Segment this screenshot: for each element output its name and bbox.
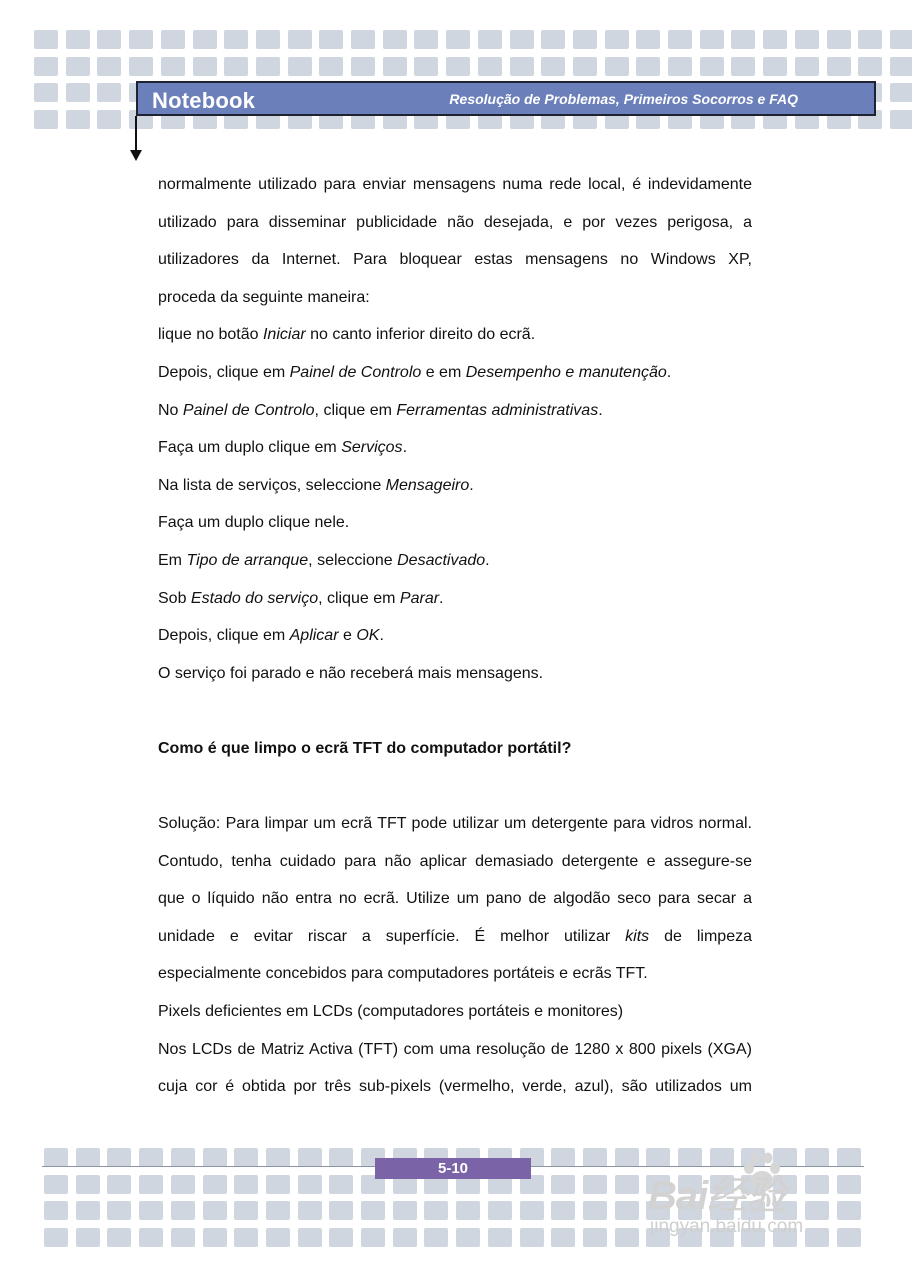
decorative-tile <box>107 1201 131 1220</box>
decorative-tile <box>605 57 629 76</box>
step-emphasis: OK <box>356 627 380 645</box>
decorative-tile <box>34 57 58 76</box>
decorative-tile <box>203 1148 227 1167</box>
decorative-tile <box>615 1148 639 1167</box>
decorative-tile <box>66 83 90 102</box>
decorative-tile <box>97 57 121 76</box>
step-emphasis: Mensageiro <box>385 476 470 494</box>
step-line <box>158 617 752 655</box>
header-arrow-line <box>135 116 137 152</box>
step-text: , clique em <box>314 401 397 419</box>
decorative-tile <box>615 1201 639 1220</box>
decorative-tile <box>288 30 312 49</box>
step-emphasis: Iniciar <box>262 326 306 344</box>
step-emphasis: Desempenho e manutenção <box>465 363 667 381</box>
decorative-tile <box>256 30 280 49</box>
decorative-tile <box>583 1201 607 1220</box>
decorative-tile <box>298 1201 322 1220</box>
step-text: Depois, clique em <box>158 363 290 381</box>
decorative-tile <box>573 30 597 49</box>
decorative-tile <box>234 1228 258 1247</box>
decorative-tile <box>76 1228 100 1247</box>
decorative-tile <box>510 57 534 76</box>
paragraph-emphasis: kits <box>625 927 650 945</box>
decorative-tile <box>298 1175 322 1194</box>
decorative-tile <box>668 57 692 76</box>
decorative-tile <box>424 1228 448 1247</box>
step-line <box>158 504 752 542</box>
decorative-tile <box>44 1148 68 1167</box>
decorative-tile <box>266 1228 290 1247</box>
decorative-tile <box>224 30 248 49</box>
decorative-tile <box>541 57 565 76</box>
decorative-tile <box>763 57 787 76</box>
step-emphasis: Painel de Controlo <box>182 401 315 419</box>
decorative-tile <box>636 57 660 76</box>
decorative-tile <box>446 30 470 49</box>
decorative-tile <box>456 1228 480 1247</box>
decorative-tile <box>583 1175 607 1194</box>
decorative-tile <box>827 30 851 49</box>
paragraph-line: Contudo, tenha cuidado para não aplicar demasiado detergente e assegure-se <box>158 852 752 870</box>
header-bar <box>136 81 876 116</box>
decorative-tile <box>139 1228 163 1247</box>
spacer <box>158 692 752 730</box>
decorative-tile <box>234 1201 258 1220</box>
decorative-tile <box>256 57 280 76</box>
paragraph-line: Pixels deficientes em LCDs (computadores portáteis e monitores) <box>158 1003 624 1021</box>
step-text: Em <box>158 551 187 569</box>
spacer <box>158 768 752 806</box>
step-emphasis: Aplicar <box>289 627 339 645</box>
paragraph-line: normalmente utilizado para enviar mensagens numa rede local, é indevidamente <box>158 176 752 193</box>
step-line <box>158 542 752 580</box>
decorative-tile <box>700 57 724 76</box>
decorative-tile <box>520 1228 544 1247</box>
decorative-tile <box>139 1175 163 1194</box>
decorative-tile <box>76 1201 100 1220</box>
paragraph-line: que o líquido não entra no ecrã. Utilize um pano de algodão seco para secar a <box>158 890 752 908</box>
paragraph-text: unidade e evitar riscar a superfície. É melhor utilizar <box>158 927 626 945</box>
decorative-tile <box>97 83 121 102</box>
decorative-tile <box>34 30 58 49</box>
step-emphasis: Parar <box>399 589 440 607</box>
decorative-tile <box>488 1228 512 1247</box>
decorative-tile <box>288 57 312 76</box>
decorative-tile <box>488 1201 512 1220</box>
header-subtitle: Resolução de Problemas, Primeiros Socorros e FAQ <box>449 91 798 107</box>
decorative-tile <box>615 1175 639 1194</box>
step-line <box>158 354 752 392</box>
decorative-tile <box>329 1175 353 1194</box>
decorative-tile <box>129 30 153 49</box>
decorative-tile <box>351 30 375 49</box>
step-text: , seleccione <box>308 551 398 569</box>
step-text: Sob <box>158 589 191 607</box>
step-emphasis: Serviços <box>341 439 403 457</box>
decorative-tile <box>234 1148 258 1167</box>
step-text: . <box>439 589 444 607</box>
step-text: . <box>666 363 672 381</box>
step-text: . <box>469 476 474 494</box>
decorative-tile <box>266 1175 290 1194</box>
decorative-tile <box>393 1228 417 1247</box>
step-text: Na lista de serviços, seleccione <box>158 476 386 494</box>
decorative-tile <box>858 57 882 76</box>
decorative-tile <box>107 1228 131 1247</box>
arrow-down-icon <box>130 150 142 161</box>
decorative-tile <box>193 30 217 49</box>
step-text: Depois, clique em <box>158 627 290 645</box>
watermark <box>648 1150 858 1245</box>
decorative-tile <box>44 1201 68 1220</box>
decorative-tile <box>44 1228 68 1247</box>
step-emphasis: Ferramentas administrativas <box>396 401 599 419</box>
paragraph-line <box>158 918 752 956</box>
step-emphasis: Tipo de arranque <box>186 551 309 569</box>
decorative-tile <box>583 1228 607 1247</box>
decorative-tile <box>97 110 121 129</box>
step-text: . <box>402 439 408 457</box>
decorative-tile <box>414 57 438 76</box>
decorative-tile <box>510 30 534 49</box>
decorative-tile <box>858 30 882 49</box>
paragraph-line: Nos LCDs de Matriz Activa (TFT) com uma resolução de 1280 x 800 pixels (XGA) <box>158 1040 752 1058</box>
decorative-tile <box>478 57 502 76</box>
decorative-tile <box>171 1175 195 1194</box>
decorative-tile <box>129 57 153 76</box>
decorative-tile <box>424 1201 448 1220</box>
step-text: e em <box>421 363 466 381</box>
decorative-tile <box>171 1228 195 1247</box>
decorative-tile <box>203 1201 227 1220</box>
decorative-tile <box>668 30 692 49</box>
decorative-tile <box>203 1175 227 1194</box>
decorative-tile <box>298 1148 322 1167</box>
decorative-tile <box>76 1175 100 1194</box>
decorative-tile <box>34 83 58 102</box>
decorative-tile <box>66 57 90 76</box>
decorative-tile <box>266 1148 290 1167</box>
question-heading: Como é que limpo o ecrã TFT do computador portátil? <box>158 739 572 757</box>
decorative-tile <box>731 30 755 49</box>
decorative-tile <box>193 57 217 76</box>
decorative-tile <box>763 30 787 49</box>
decorative-tile <box>393 1201 417 1220</box>
paragraph-line: proceda da seguinte maneira: <box>158 288 370 306</box>
decorative-tile <box>890 110 912 129</box>
step-text: O serviço foi parado e não receberá mais mensagens. <box>158 664 544 682</box>
step-text: No <box>158 401 183 419</box>
step-text: . <box>485 551 490 569</box>
decorative-tile <box>329 1228 353 1247</box>
decorative-tile <box>795 57 819 76</box>
decorative-tile <box>551 1175 575 1194</box>
step-text: , clique em <box>318 589 400 607</box>
decorative-tile <box>551 1148 575 1167</box>
decorative-tile <box>573 57 597 76</box>
decorative-tile <box>298 1228 322 1247</box>
decorative-tile <box>605 30 629 49</box>
decorative-tile <box>551 1201 575 1220</box>
decorative-tile <box>456 1201 480 1220</box>
step-emphasis: Estado do serviço <box>190 589 319 607</box>
decorative-tile <box>107 1148 131 1167</box>
decorative-tile <box>731 57 755 76</box>
step-line <box>158 580 752 618</box>
decorative-tile <box>97 30 121 49</box>
decorative-tile <box>329 1148 353 1167</box>
watermark-logo-text: Bai经验 <box>648 1174 786 1218</box>
decorative-tile <box>700 30 724 49</box>
header-title: Notebook <box>152 88 256 113</box>
decorative-tile <box>203 1228 227 1247</box>
step-emphasis: Painel de Controlo <box>289 363 422 381</box>
decorative-tile <box>795 30 819 49</box>
decorative-tile <box>351 57 375 76</box>
paragraph-line: especialmente concebidos para computadores portáteis e ecrãs TFT. <box>158 965 648 983</box>
step-text: Faça um duplo clique em <box>158 439 342 457</box>
decorative-tile <box>478 30 502 49</box>
decorative-tile <box>234 1175 258 1194</box>
decorative-tile <box>361 1201 385 1220</box>
step-text: e <box>338 627 357 645</box>
decorative-tile <box>414 30 438 49</box>
paragraph-line: utilizado para disseminar publicidade não desejada, e por vezes perigosa, a <box>158 213 752 231</box>
decorative-tile <box>44 1175 68 1194</box>
step-text: lique no botão <box>158 326 263 344</box>
decorative-tile <box>520 1201 544 1220</box>
step-line <box>158 392 752 430</box>
paragraph-line: utilizadores da Internet. Para bloquear estas mensagens no Windows XP, <box>158 251 752 269</box>
decorative-tile <box>329 1201 353 1220</box>
decorative-tile <box>541 30 565 49</box>
watermark-url: jingyan.baidu.com <box>650 1216 804 1237</box>
decorative-tile <box>161 30 185 49</box>
decorative-tile <box>139 1148 163 1167</box>
decorative-tile <box>171 1201 195 1220</box>
decorative-tile <box>319 57 343 76</box>
decorative-tile <box>890 57 912 76</box>
step-line <box>158 429 752 467</box>
step-text: . <box>379 627 384 645</box>
decorative-tile <box>583 1148 607 1167</box>
decorative-tile <box>161 57 185 76</box>
decorative-tile <box>266 1201 290 1220</box>
step-text: no canto inferior direito do ecrã. <box>305 326 536 344</box>
step-line <box>158 655 752 693</box>
decorative-tile <box>446 57 470 76</box>
decorative-tile <box>361 1228 385 1247</box>
decorative-tile <box>551 1228 575 1247</box>
decorative-tile <box>66 110 90 129</box>
page-number: 5-10 <box>375 1158 531 1179</box>
step-text: . <box>598 401 603 419</box>
step-emphasis: Desactivado <box>397 551 486 569</box>
decorative-tile <box>383 30 407 49</box>
decorative-tile <box>319 30 343 49</box>
paragraph-text: de limpeza <box>649 927 753 945</box>
decorative-tile <box>636 30 660 49</box>
step-line <box>158 467 752 505</box>
paragraph-line: cuja cor é obtida por três sub-pixels (vermelho, verde, azul), são utilizados um <box>158 1078 752 1096</box>
page-content <box>158 166 752 1106</box>
decorative-tile <box>76 1148 100 1167</box>
decorative-tile <box>171 1148 195 1167</box>
decorative-tile <box>34 110 58 129</box>
paragraph-line: Solução: Para limpar um ecrã TFT pode utilizar um detergente para vidros normal. <box>158 815 752 833</box>
decorative-tile <box>139 1201 163 1220</box>
decorative-tile <box>107 1175 131 1194</box>
decorative-tile <box>615 1228 639 1247</box>
step-text: Faça um duplo clique nele. <box>158 514 350 532</box>
step-line <box>158 316 752 354</box>
decorative-tile <box>890 83 912 102</box>
decorative-tile <box>890 30 912 49</box>
decorative-tile <box>827 57 851 76</box>
decorative-tile <box>383 57 407 76</box>
decorative-tile <box>66 30 90 49</box>
decorative-tile <box>224 57 248 76</box>
